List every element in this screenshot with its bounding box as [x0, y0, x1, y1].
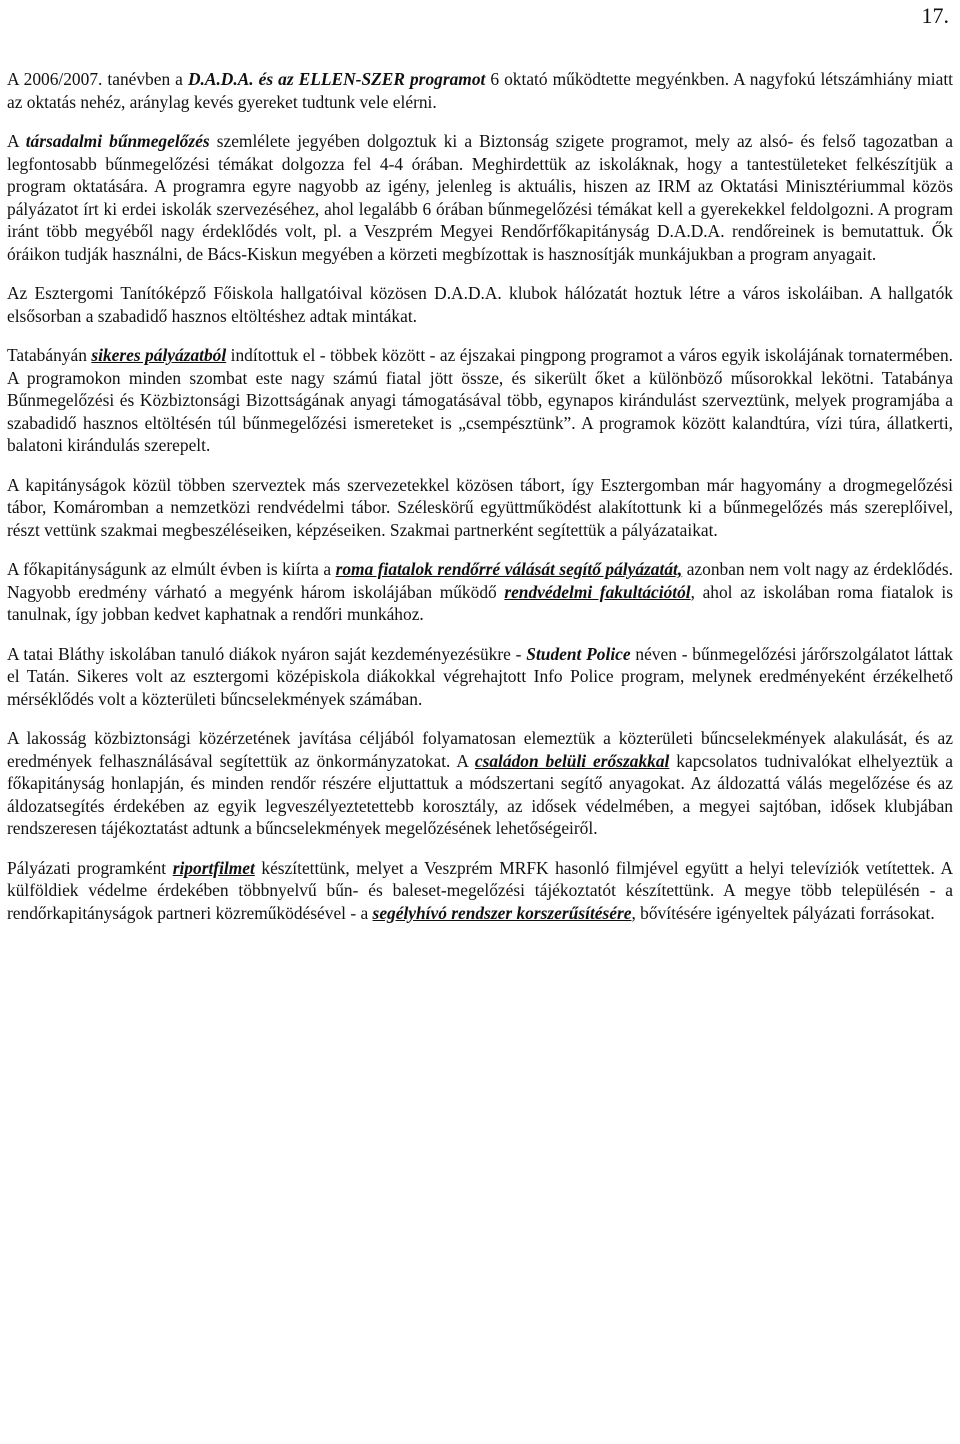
page-number: 17. — [921, 3, 949, 28]
text-run: A kapitányságok közül többen szerveztek más szervezetekkel közösen tábort, így Esztergomban már hagyomány a drogmegelőzési tábor, Komáromban a nemzetközi rendvédelmi tábor. Széleskörű együttműködést alakítottunk ki a bűnmegelőzés más szereplőivel, részt vettünk szakmai megbeszéléseiken, képzéseiken. Szakmai partnerként segítettük a pályázataikat. — [7, 474, 953, 540]
emphasis-roma-tender: roma fiatalok rendőrré válását segítő pályázatát, — [335, 559, 683, 579]
paragraph-social-crime-prevention — [7, 130, 953, 265]
text-run: , bővítésére igényeltek pályázati forrásokat. — [631, 902, 935, 923]
text-run: A 2006/2007. tanévben a — [7, 69, 188, 89]
text-run: Az Esztergomi Tanítóképző Főiskola hallgatóival közösen D.A.D.A. klubok hálózatát hoztuk létre a város iskoláiban. A hallgatók elsősorban a szabadidő hasznos eltöltéshez adtak mintákat. — [7, 283, 953, 326]
paragraph-tatabanya — [7, 344, 953, 457]
emphasis-social-prevention: társadalmi bűnmegelőzés — [25, 131, 210, 151]
paragraph-student-police — [7, 643, 953, 711]
text-run: azonban nem volt nagy az érdeklődés. Nagyobb eredmény várható a megyénk három iskolájában működő — [7, 559, 954, 602]
emphasis-domestic-violence: családon belüli erőszakkal — [474, 750, 670, 771]
text-run: A tatai Bláthy iskolában tanuló diákok nyáron saját kezdeményezésükre - — [7, 643, 527, 664]
emphasis-student-police: Student Police — [526, 643, 631, 664]
emphasis-program-names: D.A.D.A. és az ELLEN-SZER programot — [187, 69, 486, 89]
paragraph-roma-youth — [7, 558, 953, 626]
paragraph-camps — [7, 474, 953, 542]
emphasis-emergency-call-system: segélyhívó rendszer korszerűsítésére — [372, 902, 632, 923]
text-run: A főkapitányságunk az elmúlt évben is kiírta a — [7, 559, 336, 579]
text-run: szemlélete jegyében dolgoztuk ki a Biztonság szigete programot, mely az alsó- és felső tagozatban a legfontosabb bűnmegelőzési témákat dolgozza fel 4-4 órában. Meghirdettük az iskoláknak, hogy a tantestületeket felkészítjük a program oktatására. A programra egyre nagyobb az igény, jelenleg is aktuális, hiszen az IRM az Oktatási Minisztériummal közös pályázatot írt ki erdei iskolák szervezéséhez, ahol legalább 6 órában bűnmegelőzési témákat kell a gyerekekkel feldolgozni. A program iránt több megyéből nagy érdeklődés volt, pl. a Veszprém Megyei Rendőrfőkapitányság D.A.D.A. rendőreinek is bemutattuk. Ők óráikon tudják használni, de Bács-Kiskun megyében a körzeti megbízottak is hasznosítják munkájukban a program anyagait. — [7, 131, 953, 264]
emphasis-report-film: riportfilmet — [172, 857, 255, 878]
text-run: kapcsolatos tudnivalókat elhelyeztük a főkapitányság honlapján, és minden rendőr részére eljuttattuk a módszertani segítő anyagokat. Az áldozattá válás megelőzése és az áldozatsegítés érdekében az egyik legveszélyeztetettebb korosztály, az idősek védelmében, a megyei sajtóban, idősek klubjában rendszeresen tájékoztatást adtunk a bűncselekmények megelőzésének lehetőségeiről. — [7, 750, 953, 838]
text-run: Pályázati programként — [7, 857, 173, 878]
text-run: , ahol az iskolában roma fiatalok is tanulnak, így jobban kedvet kaphatnak a rendőri munkához. — [7, 581, 954, 624]
text-run: indítottuk el - többek között - az éjszakai pingpong programot a város egyik iskolájának tornatermében. A programokon minden szombat este nagy számú fiatal jött össze, és sikerült őket a különböző műsorokkal lekötni. Tatabánya Bűnmegelőzési és Közbiztonsági Bizottságának anyagi támogatásával több, egynapos kirándulást szerveztünk, melyek programjába a szabadidő hasznos eltöltésén túl bűnmegelőzési ismereteket is „csempésztünk”. A programok között kalandtúra, vízi túra, állatkerti, balatoni kirándulás szerepelt. — [7, 345, 953, 455]
paragraph-dada-program — [7, 68, 953, 113]
emphasis-law-enforcement-faculty: rendvédelmi fakultációtól — [504, 581, 691, 602]
text-run: 6 oktató működtette megyénkben. A nagyfokú létszámhiány miatt az oktatás nehéz, aránylag kevés gyereket tudtunk vele elérni. — [7, 69, 953, 112]
document-body — [7, 68, 953, 941]
text-run: Tatabányán — [7, 345, 92, 365]
text-run: A — [7, 131, 26, 151]
paragraph-public-security — [7, 727, 953, 840]
emphasis-successful-tender: sikeres pályázatból — [91, 345, 227, 365]
text-run: néven - bűnmegelőzési járőrszolgálatot láttak el Tatán. Sikeres volt az esztergomi középiskola diákokkal végrehajtott Info Police program, melynek eredményeként érzékelhető mérséklődés volt a közterületi bűncselekmények számában. — [7, 643, 953, 709]
text-run: készítettünk, melyet a Veszprém MRFK hasonló filmjével együtt a helyi televíziók vetítettek. A külföldiek védelme érdekében többnyelvű bűn- és baleset-megelőzési tájékoztatót készítettünk. A megye több településén - a rendőrkapitányságok partneri közreműködésével - a — [7, 857, 954, 923]
text-run: A lakosság közbiztonsági közérzetének javítása céljából folyamatosan elemeztük a közterületi bűncselekmények alakulását, és az eredmények felhasználásával segítettük az önkormányzatokat. A — [7, 728, 953, 771]
paragraph-report-film — [7, 857, 953, 925]
paragraph-esztergom-college — [7, 282, 953, 327]
